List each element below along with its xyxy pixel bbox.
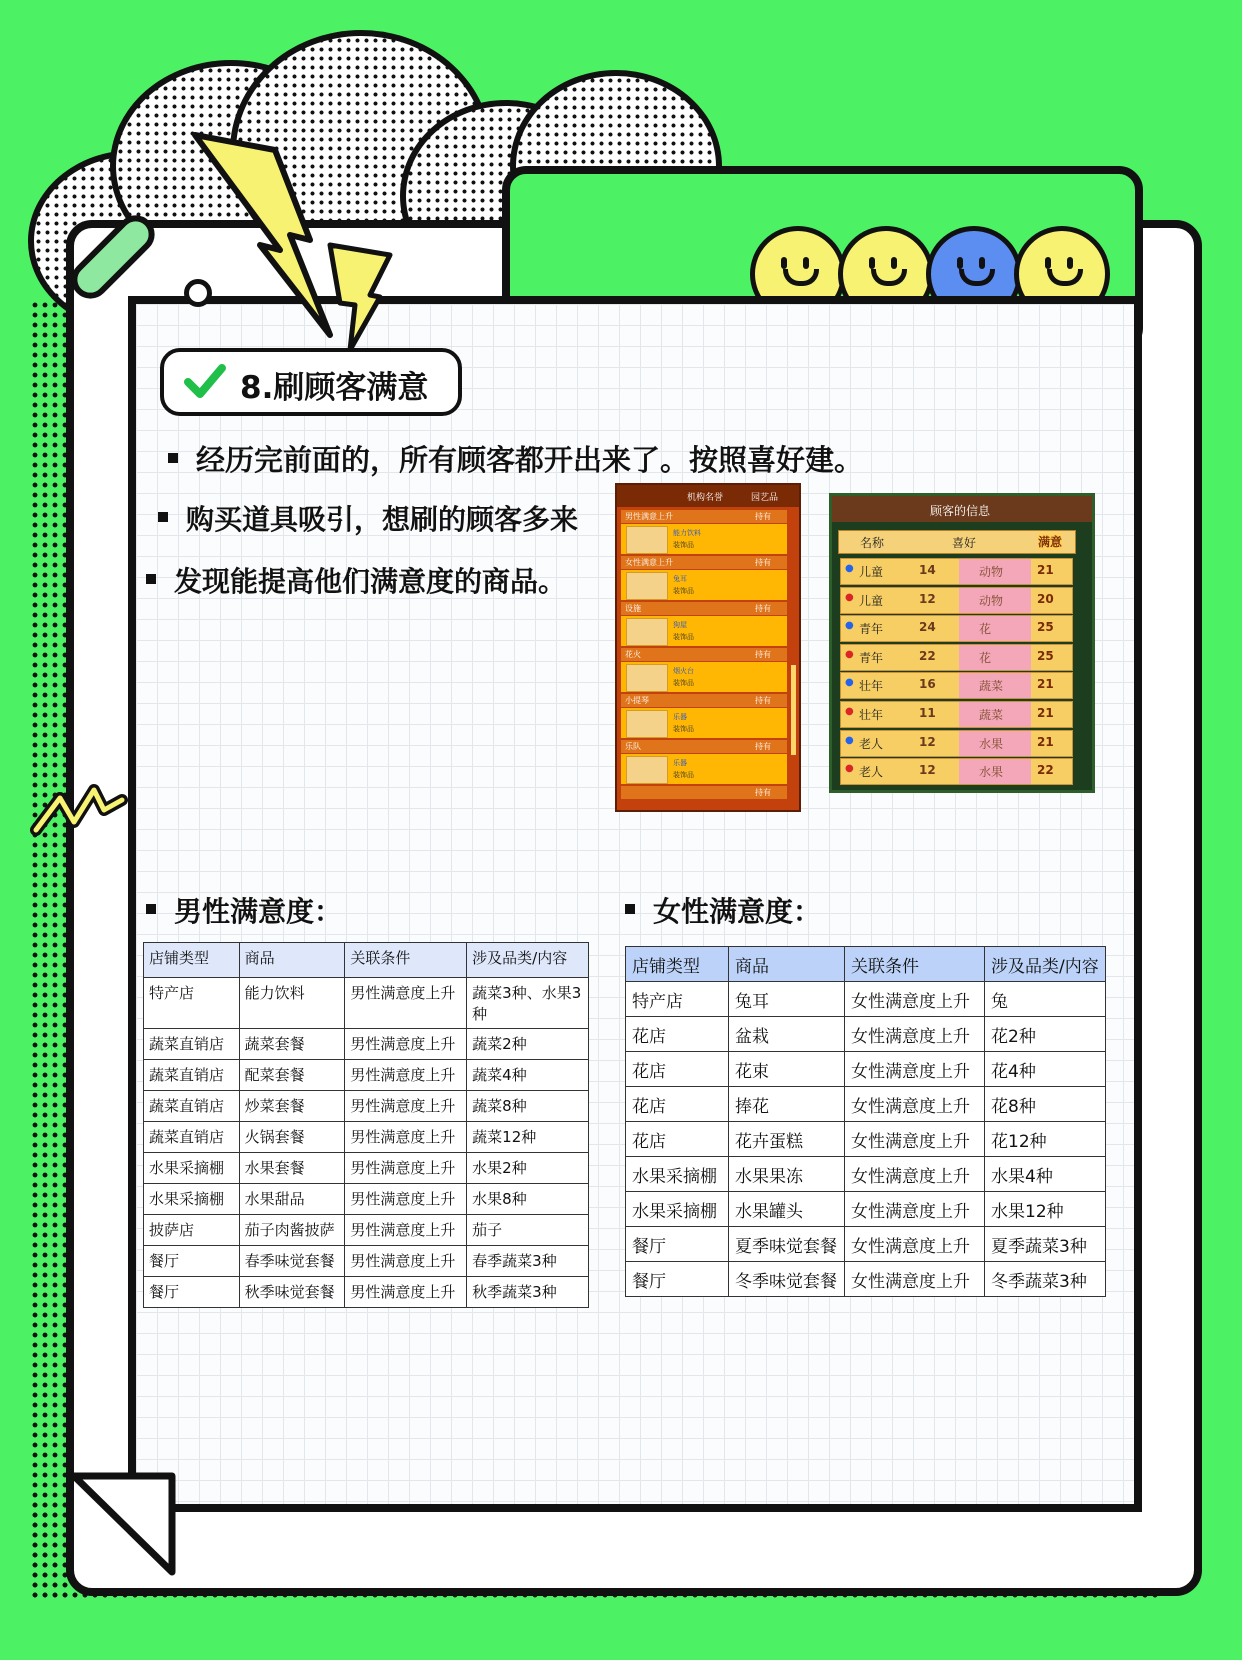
male-table-row-cell: 水果套餐 <box>239 1153 345 1184</box>
male-table-row-cell: 披萨店 <box>144 1215 240 1246</box>
female-table-row-cell: 花店 <box>626 1017 729 1052</box>
customer-like: 动物 <box>979 593 1004 608</box>
male-table-row-cell: 餐厅 <box>144 1246 240 1277</box>
male-table-row-cell: 茄子肉酱披萨 <box>239 1215 345 1246</box>
male-table-row-cell: 特产店 <box>144 978 240 1029</box>
male-table-row-cell: 蔬菜直销店 <box>144 1029 240 1060</box>
male-table-row-cell: 男性满意度上升 <box>345 978 467 1029</box>
customer-name: 儿童 <box>859 593 884 608</box>
male-person-icon: ● <box>845 563 854 574</box>
female-table-row-cell: 捧花 <box>729 1087 845 1122</box>
customer-age: 12 <box>919 763 936 778</box>
customer-score: 21 <box>1037 706 1054 720</box>
lightning-icon <box>180 125 400 355</box>
female-table-row-cell: 女性满意度上升 <box>845 1122 985 1157</box>
shop-section-bar <box>621 602 787 615</box>
male-person-icon: ● <box>845 677 854 689</box>
shop-item-name: 乐器 <box>673 759 687 767</box>
male-table-row <box>144 1215 589 1246</box>
male-table-row <box>144 1029 589 1060</box>
shop-item-category: 装饰品 <box>673 725 694 733</box>
shop-item-card[interactable] <box>621 616 787 646</box>
customer-like: 花 <box>979 650 992 665</box>
female-table-row-cell: 花8种 <box>985 1087 1106 1122</box>
female-table-header: 涉及品类/内容 <box>985 947 1106 982</box>
female-table-row-cell: 特产店 <box>626 982 729 1017</box>
female-table-row-cell: 花卉蛋糕 <box>729 1122 845 1157</box>
female-table-row-cell: 女性满意度上升 <box>845 1087 985 1122</box>
customer-like: 动物 <box>979 565 1004 579</box>
customer-row <box>840 644 1073 671</box>
customer-name: 老人 <box>859 736 884 751</box>
shop-section-tag: 持有 <box>755 558 771 567</box>
item-image <box>626 572 668 600</box>
customer-row <box>840 672 1073 699</box>
page-title: 8.刷顾客满意 <box>240 370 429 406</box>
female-table-row-cell: 女性满意度上升 <box>845 1227 985 1262</box>
male-table-row-cell: 蔬菜12种 <box>467 1122 589 1153</box>
female-table-row <box>626 1087 1106 1122</box>
customer-age: 16 <box>919 677 936 692</box>
customer-name: 壮年 <box>859 708 884 722</box>
customer-score: 21 <box>1037 563 1054 577</box>
female-table-row <box>626 1052 1106 1087</box>
shop-item-name: 乐器 <box>673 713 687 721</box>
male-table-row-cell: 男性满意度上升 <box>345 1153 467 1184</box>
shop-section-label: 设施 <box>625 604 641 613</box>
male-table-row-cell: 蔬菜8种 <box>467 1091 589 1122</box>
shop-item-category: 装饰品 <box>673 679 694 687</box>
female-table-row-cell: 花4种 <box>985 1052 1106 1087</box>
customer-score: 22 <box>1037 763 1054 778</box>
female-person-icon: ● <box>845 591 854 603</box>
male-person-icon: ● <box>845 734 854 746</box>
male-table-row <box>144 1122 589 1153</box>
female-table-row-cell: 花店 <box>626 1122 729 1157</box>
preference-cell <box>959 616 1031 641</box>
section-heading-male: 男性满意度： <box>146 890 342 930</box>
customer-name: 青年 <box>859 650 884 665</box>
shop-section-bar <box>621 740 787 753</box>
customer-age: 14 <box>919 563 936 577</box>
male-table-header: 店铺类型 <box>144 943 240 978</box>
female-table-row-cell: 冬季味觉套餐 <box>729 1262 845 1297</box>
squiggle-icon <box>30 780 130 840</box>
female-person-icon: ● <box>845 648 854 660</box>
customer-row <box>840 587 1073 614</box>
customer-row <box>840 558 1073 585</box>
customer-like: 蔬菜 <box>979 679 1004 694</box>
female-person-icon: ● <box>845 706 854 717</box>
item-image <box>626 710 668 738</box>
customer-name: 壮年 <box>859 679 884 694</box>
male-table-row-cell: 餐厅 <box>144 1277 240 1308</box>
customer-score: 25 <box>1037 620 1054 635</box>
female-table-row-cell: 花束 <box>729 1052 845 1087</box>
male-table-row-cell: 蔬菜3种、水果3种 <box>467 978 589 1029</box>
item-image <box>626 618 668 646</box>
customer-row <box>840 701 1073 728</box>
female-table-row-cell: 女性满意度上升 <box>845 982 985 1017</box>
item-image <box>626 664 668 692</box>
female-table-row-cell: 水果采摘棚 <box>626 1157 729 1192</box>
shop-item-card[interactable] <box>621 662 787 692</box>
male-table <box>143 942 589 1308</box>
customer-name: 老人 <box>859 765 884 780</box>
male-table-row-cell: 蔬菜直销店 <box>144 1091 240 1122</box>
item-image <box>626 526 668 554</box>
game-shop-screenshot: 机构名誉 园艺品 男性满意上升 持有 能力饮料 装饰品 女性满意上升 持有 兔耳 装饰品 设施 持有 狗屋 装饰品 花火 持有 烟火台 装饰品 小提琴 持有 乐器 装饰品 乐队 持有 乐器 装饰品 持有 <box>615 483 801 812</box>
shop-item-category: 装饰品 <box>673 587 694 595</box>
customer-name: 儿童 <box>859 565 884 579</box>
male-table-row-cell: 男性满意度上升 <box>345 1122 467 1153</box>
female-table-header: 商品 <box>729 947 845 982</box>
customer-score: 21 <box>1037 677 1054 692</box>
customer-like: 花 <box>979 622 992 637</box>
intro-bullet: 经历完前面的，所有顾客都开出来了。按照喜好建。 <box>168 438 863 479</box>
male-table-row-cell: 秋季蔬菜3种 <box>467 1277 589 1308</box>
shop-section-tag: 持有 <box>755 604 771 613</box>
male-table-row-cell: 火锅套餐 <box>239 1122 345 1153</box>
female-table-row-cell: 盆栽 <box>729 1017 845 1052</box>
female-table-row-cell: 女性满意度上升 <box>845 1017 985 1052</box>
male-table-row-cell: 水果8种 <box>467 1184 589 1215</box>
shop-section-bar <box>621 510 787 523</box>
customer-age: 24 <box>919 620 936 635</box>
female-table-row-cell: 女性满意度上升 <box>845 1262 985 1297</box>
shop-item-name: 烟火台 <box>673 667 694 675</box>
customer-age: 12 <box>919 734 936 749</box>
customer-name: 青年 <box>859 622 884 637</box>
female-table-row <box>626 1262 1106 1297</box>
shop-section-label: 花火 <box>625 650 641 659</box>
female-table-row-cell: 水果12种 <box>985 1192 1106 1227</box>
male-table-row-cell: 男性满意度上升 <box>345 1060 467 1091</box>
male-table-header: 涉及品类/内容 <box>467 943 589 978</box>
item-image <box>626 756 668 784</box>
male-table-row-cell: 水果甜品 <box>239 1184 345 1215</box>
shop-item-category: 装饰品 <box>673 633 694 641</box>
female-table-row-cell: 兔耳 <box>729 982 845 1017</box>
female-table-header: 关联条件 <box>845 947 985 982</box>
male-table-row <box>144 1246 589 1277</box>
female-table-row-cell: 水果果冻 <box>729 1157 845 1192</box>
female-table-row <box>626 1192 1106 1227</box>
male-table-row-cell: 蔬菜4种 <box>467 1060 589 1091</box>
male-table-row-cell: 水果采摘棚 <box>144 1184 240 1215</box>
customer-panel-title: 顾客的信息 <box>930 504 991 518</box>
male-person-icon: ● <box>845 620 854 632</box>
male-table-row-cell: 炒菜套餐 <box>239 1091 345 1122</box>
male-table-row <box>144 1153 589 1184</box>
male-table-row-cell: 能力饮料 <box>239 978 345 1029</box>
customer-age: 22 <box>919 648 936 663</box>
customer-score: 21 <box>1037 734 1054 749</box>
shop-item-category: 装饰品 <box>673 771 694 779</box>
customer-like: 水果 <box>979 765 1004 780</box>
folded-corner <box>66 1460 186 1580</box>
female-table-row <box>626 1227 1106 1262</box>
male-table-row-cell: 水果采摘棚 <box>144 1153 240 1184</box>
female-table-row-cell: 花2种 <box>985 1017 1106 1052</box>
male-table-row-cell: 春季蔬菜3种 <box>467 1246 589 1277</box>
customer-age: 11 <box>919 706 936 720</box>
shop-section-tag: 持有 <box>755 512 771 521</box>
customer-row <box>840 615 1073 642</box>
intro-bullet: 发现能提高他们满意度的商品。 <box>146 560 566 600</box>
female-person-icon: ● <box>845 763 854 775</box>
male-table-row-cell: 男性满意度上升 <box>345 1029 467 1060</box>
female-table-row-cell: 花12种 <box>985 1122 1106 1157</box>
shop-section-bar <box>621 556 787 569</box>
female-table-row-cell: 冬季蔬菜3种 <box>985 1262 1106 1297</box>
female-table-row-cell: 兔 <box>985 982 1106 1017</box>
male-table-row-cell: 秋季味觉套餐 <box>239 1277 345 1308</box>
shop-section-tag: 持有 <box>755 742 771 751</box>
customer-age: 12 <box>919 591 936 606</box>
title-badge <box>160 348 462 416</box>
female-table-row <box>626 1122 1106 1157</box>
female-table-row-cell: 女性满意度上升 <box>845 1052 985 1087</box>
intro-bullet: 购买道具吸引，想刷的顾客多来 <box>158 498 578 538</box>
male-table-row-cell: 男性满意度上升 <box>345 1277 467 1308</box>
male-table-row <box>144 1184 589 1215</box>
female-table-header: 店铺类型 <box>626 947 729 982</box>
customer-score: 25 <box>1037 648 1054 663</box>
shop-section-label: 女性满意上升 <box>625 558 673 567</box>
female-table-row-cell: 餐厅 <box>626 1262 729 1297</box>
shop-item-card[interactable] <box>621 754 787 784</box>
customer-like: 蔬菜 <box>979 708 1004 722</box>
female-table <box>625 946 1106 1297</box>
shop-section-bar <box>621 648 787 661</box>
female-table-row <box>626 1157 1106 1192</box>
female-table-row <box>626 1017 1106 1052</box>
shop-item-name: 狗屋 <box>673 621 687 629</box>
male-table-row <box>144 1091 589 1122</box>
male-table-row-cell: 茄子 <box>467 1215 589 1246</box>
female-table-row-cell: 女性满意度上升 <box>845 1192 985 1227</box>
shop-item-card[interactable] <box>621 708 787 738</box>
male-table-row-cell: 男性满意度上升 <box>345 1246 467 1277</box>
female-table-row-cell: 水果罐头 <box>729 1192 845 1227</box>
female-table-row-cell: 夏季蔬菜3种 <box>985 1227 1106 1262</box>
male-table-row-cell: 水果2种 <box>467 1153 589 1184</box>
male-table-row-cell: 蔬菜套餐 <box>239 1029 345 1060</box>
customer-like: 水果 <box>979 736 1004 751</box>
shop-item-card[interactable] <box>621 570 787 600</box>
check-icon <box>182 362 228 402</box>
shop-section-tag: 持有 <box>755 788 771 797</box>
customer-score: 20 <box>1037 591 1054 606</box>
male-table-row <box>144 1060 589 1091</box>
shop-item-name: 兔耳 <box>673 575 687 583</box>
female-table-row-cell: 花店 <box>626 1087 729 1122</box>
customer-row <box>840 730 1073 757</box>
shop-section-tag: 持有 <box>755 650 771 659</box>
male-table-row-cell: 春季味觉套餐 <box>239 1246 345 1277</box>
shop-section-tag: 持有 <box>755 696 771 705</box>
male-table-row <box>144 978 589 1029</box>
customer-row <box>840 758 1073 785</box>
shop-section-label: 小提琴 <box>625 696 649 705</box>
female-table-row-cell: 夏季味觉套餐 <box>729 1227 845 1262</box>
male-table-header: 关联条件 <box>345 943 467 978</box>
male-table-row <box>144 1277 589 1308</box>
shop-item-card[interactable] <box>621 524 787 554</box>
female-table-row-cell: 餐厅 <box>626 1227 729 1262</box>
male-table-header: 商品 <box>239 943 345 978</box>
male-table-row-cell: 男性满意度上升 <box>345 1215 467 1246</box>
female-table-row-cell: 水果采摘棚 <box>626 1192 729 1227</box>
female-table-row <box>626 982 1106 1017</box>
game-customer-screenshot: 顾客的信息 名称 喜好 满意 ● 儿童 14 动物 21 ● 儿童 12 动物 20 ● 青年 24 花 25 ● 青年 22 花 25 ● 壮年 16 蔬菜 21 ● 壮年 11 蔬菜 21 ● 老人 12 水果 21 ● 老人 12 水果 22 <box>829 493 1095 793</box>
male-table-row-cell: 男性满意度上升 <box>345 1184 467 1215</box>
male-table-row-cell: 配菜套餐 <box>239 1060 345 1091</box>
female-table-row-cell: 花店 <box>626 1052 729 1087</box>
female-table-row-cell: 水果4种 <box>985 1157 1106 1192</box>
shop-section-bar <box>621 694 787 707</box>
male-table-row-cell: 蔬菜直销店 <box>144 1060 240 1091</box>
shop-item-category: 装饰品 <box>673 541 694 549</box>
shop-section-label: 乐队 <box>625 742 641 751</box>
section-heading-female: 女性满意度： <box>625 890 821 930</box>
shop-section-bar <box>621 786 787 799</box>
male-table-row-cell: 蔬菜2种 <box>467 1029 589 1060</box>
preference-cell <box>959 645 1031 670</box>
female-table-row-cell: 女性满意度上升 <box>845 1157 985 1192</box>
male-table-row-cell: 男性满意度上升 <box>345 1091 467 1122</box>
shop-item-name: 能力饮料 <box>673 529 701 537</box>
shop-section-label: 男性满意上升 <box>625 512 673 521</box>
male-table-row-cell: 蔬菜直销店 <box>144 1122 240 1153</box>
